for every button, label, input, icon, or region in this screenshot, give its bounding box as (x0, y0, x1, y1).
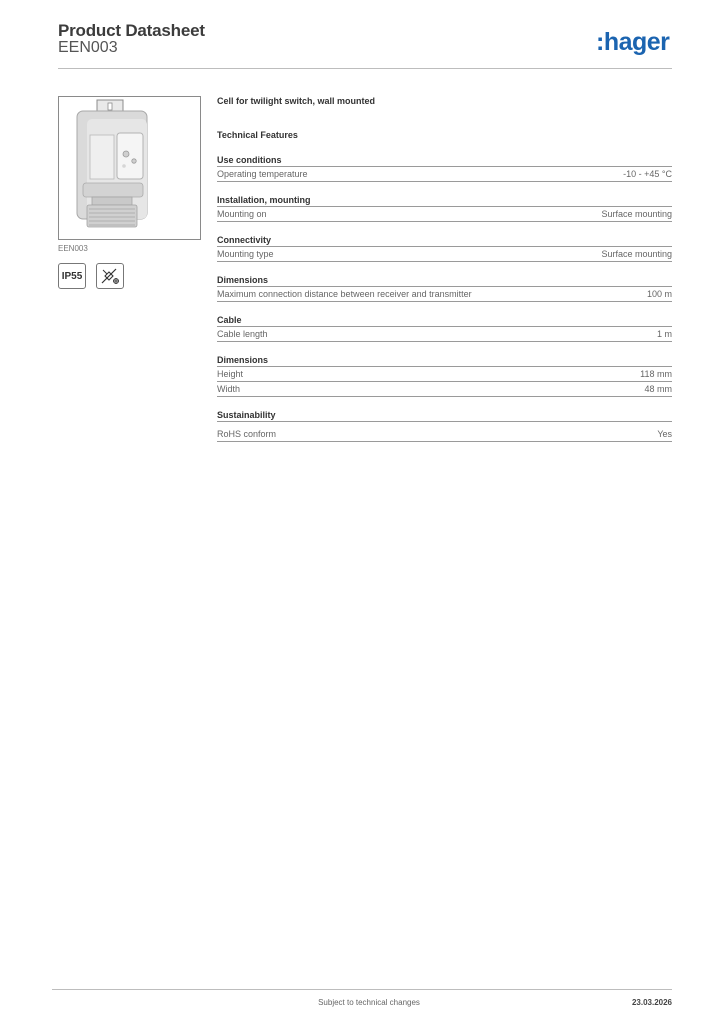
footer-divider (52, 989, 672, 990)
section-connectivity (217, 234, 672, 262)
section-use-conditions (217, 154, 672, 182)
product-image (58, 96, 201, 240)
technical-features-heading: Technical Features (217, 130, 298, 140)
spec-label: Height (217, 369, 244, 379)
section-sustainability (217, 409, 672, 442)
spec-row (217, 367, 672, 382)
twilight-cell-illustration (59, 97, 200, 239)
spec-row (217, 207, 672, 222)
section-title: Dimensions (217, 274, 672, 287)
spec-row (217, 427, 672, 442)
section-installation-mounting (217, 194, 672, 222)
spec-value: -10 - +45 °C (623, 169, 672, 179)
section-title: Cable (217, 314, 672, 327)
section-title: Sustainability (217, 409, 672, 422)
wireless-connection-badge (96, 263, 124, 289)
spec-value: 1 m (656, 329, 672, 339)
wireless-connection-icon (99, 266, 121, 286)
spec-row (217, 287, 672, 302)
header-divider (58, 68, 672, 69)
spec-label: RoHS conform (217, 429, 277, 439)
spec-value: 100 m (646, 289, 672, 299)
spec-value: Yes (657, 429, 672, 439)
page-title: Product Datasheet (58, 21, 205, 40)
hager-logo: :hager (596, 28, 670, 56)
spec-value: 48 mm (644, 384, 672, 394)
section-title: Dimensions (217, 354, 672, 367)
spec-label: Width (217, 384, 241, 394)
spec-label: Cable length (217, 329, 268, 339)
technical-content (217, 95, 672, 442)
spec-label: Operating temperature (217, 169, 308, 179)
product-description: Cell for twilight switch, wall mounted (217, 96, 376, 106)
spec-row (217, 167, 672, 182)
spec-row (217, 382, 672, 397)
section-dimensions-size (217, 354, 672, 397)
spec-row (217, 247, 672, 262)
spec-value: 118 mm (640, 369, 672, 379)
spec-label: Maximum connection distance between receiver and transmitter (217, 289, 472, 299)
section-title: Connectivity (217, 234, 672, 247)
section-cable (217, 314, 672, 342)
spec-label: Mounting on (217, 209, 267, 219)
product-caption: EEN003 (58, 244, 88, 253)
footer-date: 23.03.2026 (631, 998, 672, 1007)
spec-row (217, 327, 672, 342)
product-code: EEN003 (58, 39, 118, 56)
section-title: Installation, mounting (217, 194, 672, 207)
spec-value: Surface mounting (601, 249, 672, 259)
section-title: Use conditions (217, 154, 672, 167)
section-dimensions-distance (217, 274, 672, 302)
ip-rating-badge: IP55 (58, 263, 86, 289)
spec-value: Surface mounting (601, 209, 672, 219)
footer-note: Subject to technical changes (318, 998, 420, 1007)
spec-label: Mounting type (217, 249, 274, 259)
